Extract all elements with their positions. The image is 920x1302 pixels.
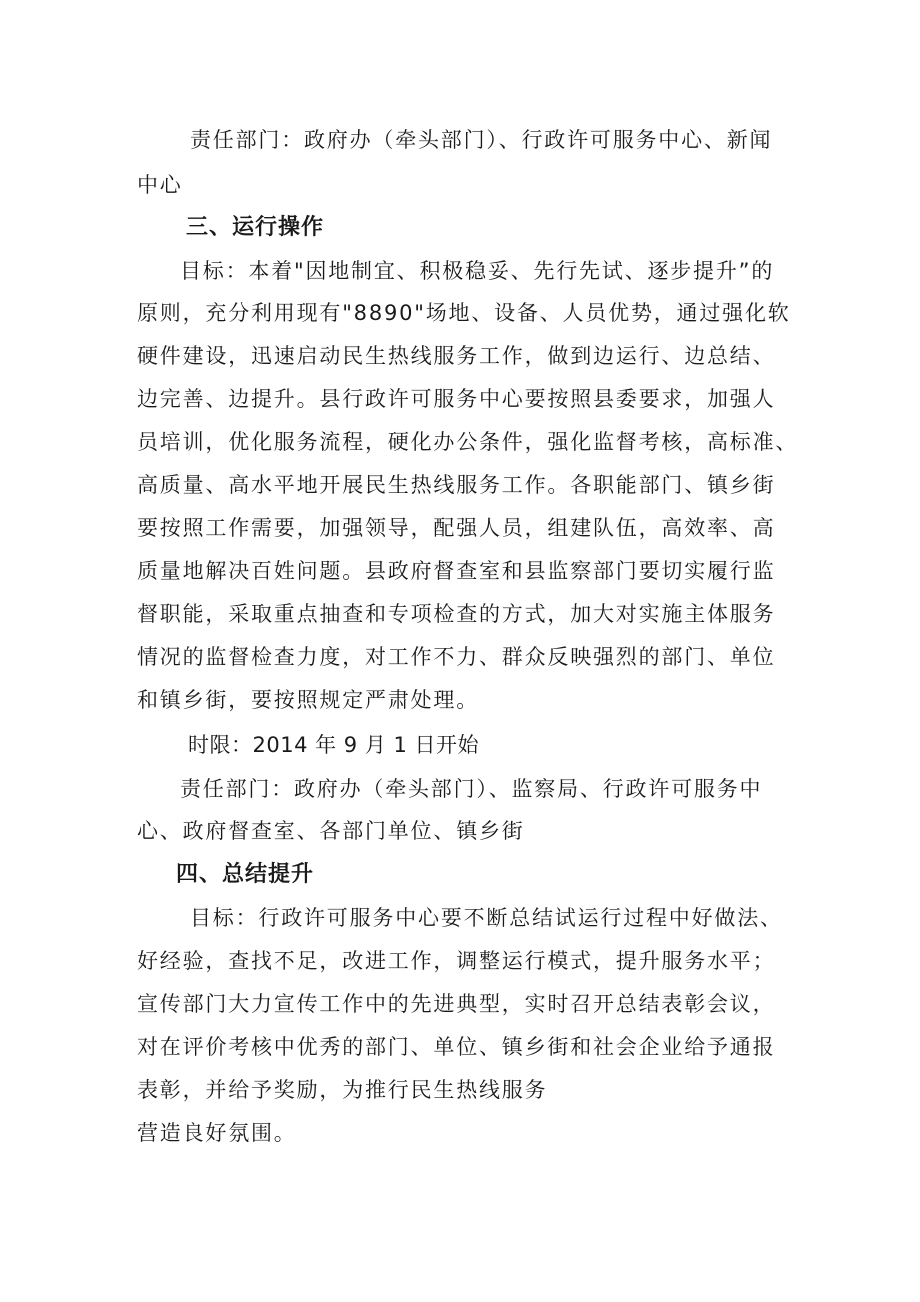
section3-heading: 三、运行操作 xyxy=(186,215,325,240)
section4-goal-line: 目标：行政许可服务中心要不断总结试运行过程中好做法、 xyxy=(190,906,783,930)
section3-goal-line: 员培训，优化服务流程，硬化办公条件，强化监督考核，高标准、 xyxy=(137,430,799,454)
section4-goal-line: 营造良好氛围。 xyxy=(137,1121,297,1145)
section3-goal-line: 目标：本着"因地制宜、积极稳妥、先行先试、逐步提升”的 xyxy=(180,259,775,283)
section3-deadline: 时限：2014 年 9 月 1 日开始 xyxy=(188,733,480,757)
section4-goal-line: 表彰，并给予奖励，为推行民生热线服务 xyxy=(137,1078,548,1102)
section3-goal-line: 和镇乡街，要按照规定严肃处理。 xyxy=(137,688,479,712)
section4-goal-line: 宣传部门大力宣传工作中的先进典型，实时召开总结表彰会议， xyxy=(137,992,776,1016)
section3-goal-line: 高质量、高水平地开展民生热线服务工作。各职能部门、镇乡街 xyxy=(137,473,776,497)
section3-goal-line: 要按照工作需要，加强领导，配强人员，组建队伍，高效率、高 xyxy=(137,516,776,540)
section3-goal-line: 质量地解决百姓问题。县政府督查室和县监察部门要切实履行监 xyxy=(137,559,776,583)
section3-goal-line: 情况的监督检查力度，对工作不力、群众反映强烈的部门、单位 xyxy=(137,645,776,669)
section4-goal-line: 对在评价考核中优秀的部门、单位、镇乡街和社会企业给予通报 xyxy=(137,1035,776,1059)
section2-responsible-line-1: 责任部门：政府办（牵头部门）、行政许可服务中心、新闻 xyxy=(190,128,773,152)
section3-goal-line: 督职能，采取重点抽查和专项检查的方式，加大对实施主体服务 xyxy=(137,602,776,626)
section2-responsible-line-2: 中心 xyxy=(137,173,183,197)
section3-goal-line: 硬件建设，迅速启动民生热线服务工作，做到边运行、边总结、 xyxy=(137,344,776,368)
section3-goal-line: 原则，充分利用现有"8890"场地、设备、人员优势，通过强化软 xyxy=(137,301,791,325)
section4-goal-line: 好经验，查找不足，改进工作，调整运行模式，提升服务水平； xyxy=(137,949,776,973)
section3-goal-line: 边完善、边提升。县行政许可服务中心要按照县委要求，加强人 xyxy=(137,387,776,411)
section3-responsible-line-2: 心、政府督查室、各部门单位、镇乡街 xyxy=(137,819,525,843)
section4-heading: 四、总结提升 xyxy=(176,862,315,887)
section3-responsible-line-1: 责任部门：政府办（牵头部门）、监察局、行政许可服务中 xyxy=(180,777,763,801)
